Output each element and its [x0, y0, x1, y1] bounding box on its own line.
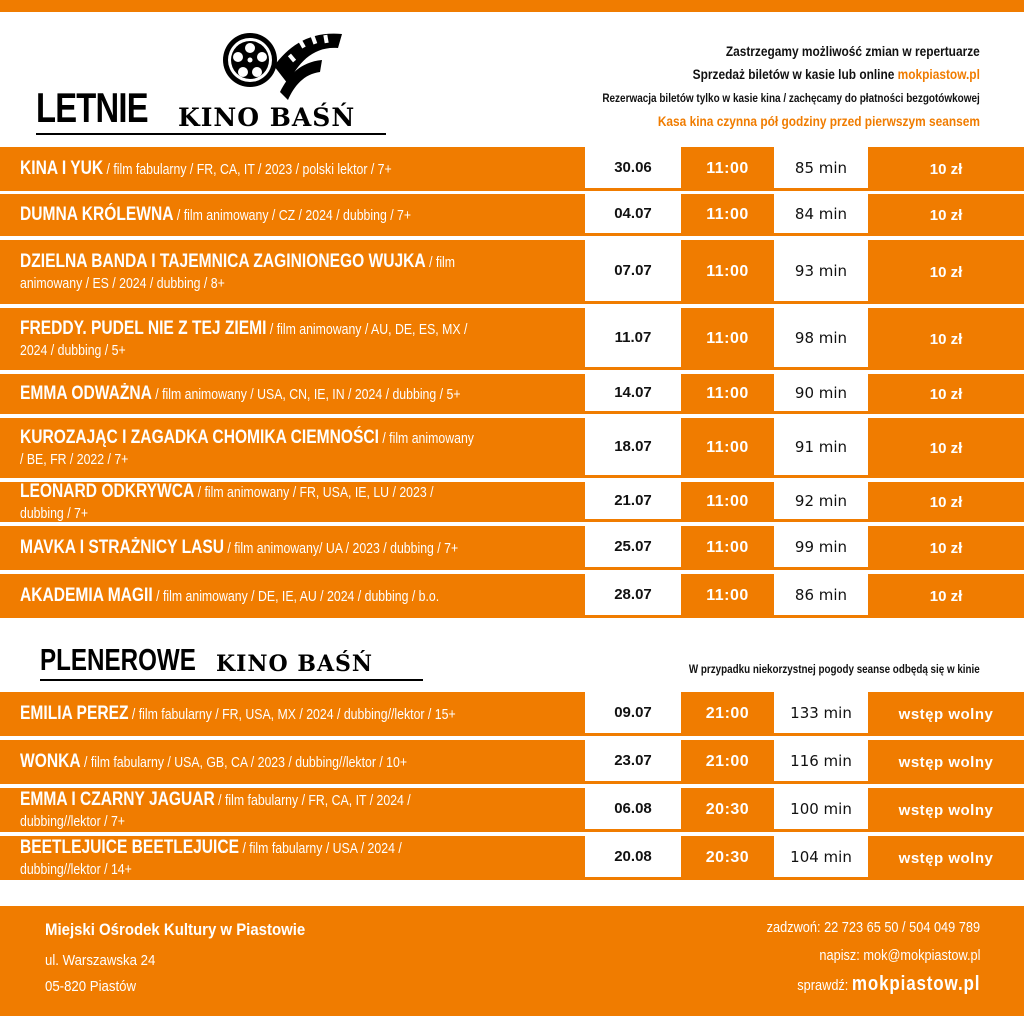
- film-duration: 91 min: [774, 418, 868, 478]
- film-name: BEETLEJUICE BEETLEJUICE: [20, 836, 240, 858]
- film-duration: 98 min: [774, 308, 868, 370]
- screening-time: 11:00: [681, 574, 774, 618]
- table-row: [0, 482, 1024, 522]
- film-details: / film fabularny / FR, USA, MX / 2024 / dubbing//lektor / 15+: [128, 706, 456, 723]
- screening-date: 18.07: [585, 418, 681, 478]
- film-details: / film fabularny / USA, GB, CA / 2023 / dubbing//lektor / 10+: [80, 754, 408, 771]
- ticket-price: 10 zł: [868, 240, 1024, 304]
- contact-website-label: sprawdź:: [796, 977, 852, 994]
- film-details: / film animowany / USA, CN, IE, IN / 2024 / dubbing / 5+: [151, 386, 461, 403]
- screening-time: 20:30: [681, 788, 774, 832]
- section-subtitle-kino-basn: KINO BAŚŃ: [216, 651, 374, 677]
- table-row: [0, 574, 1024, 618]
- weather-notice: W przypadku niekorzystnej pogody seanse odbędą się w kinie: [689, 662, 980, 676]
- screening-date: 04.07: [585, 194, 681, 236]
- ticket-price: wstęp wolny: [868, 692, 1024, 736]
- screening-date: 21.07: [585, 482, 681, 522]
- contact-email[interactable]: napisz: mok@mokpiastow.pl: [818, 947, 980, 964]
- ticket-price: 10 zł: [868, 194, 1024, 236]
- film-duration: 100 min: [774, 788, 868, 832]
- screening-date: 09.07: [585, 692, 681, 736]
- film-details: / film animowany/ UA / 2023 / dubbing / 7+: [223, 540, 459, 557]
- film-details: / film animowany / AU, DE, ES, MX / 2024 / dubbing / 5+: [20, 320, 468, 359]
- film-details: / film animowany / FR, USA, IE, LU / 2023 / dubbing / 7+: [20, 483, 434, 522]
- screening-time: 11:00: [681, 526, 774, 570]
- film-duration: 84 min: [774, 194, 868, 236]
- title-underline: [40, 679, 423, 681]
- film-name: EMMA I CZARNY JAGUAR: [20, 788, 215, 810]
- film-title-cell: [0, 240, 585, 304]
- film-details: / film fabularny / FR, CA, IT / 2024 / dubbing//lektor / 7+: [20, 791, 411, 830]
- notice-ticket-sales-text: Sprzedaż biletów w kasie lub online: [692, 66, 898, 82]
- ticket-price: wstęp wolny: [868, 788, 1024, 832]
- film-duration: 90 min: [774, 374, 868, 414]
- ticket-price: wstęp wolny: [868, 836, 1024, 880]
- film-title-cell: [0, 740, 585, 784]
- ticket-price: 10 zł: [868, 482, 1024, 522]
- film-name: KUROZAJĄC I ZAGADKA CHOMIKA CIEMNOŚCI: [20, 426, 379, 448]
- screening-date: 30.06: [585, 147, 681, 191]
- film-details: / film animowany / CZ / 2024 / dubbing / 7+: [173, 207, 412, 224]
- film-name: MAVKA I STRAŻNICY LASU: [20, 537, 224, 558]
- film-duration: 86 min: [774, 574, 868, 618]
- film-details: / film fabularny / USA / 2024 / dubbing//lektor / 14+: [20, 839, 402, 878]
- film-name: DUMNA KRÓLEWNA: [20, 204, 174, 225]
- ticket-price: 10 zł: [868, 374, 1024, 414]
- screening-time: 11:00: [681, 147, 774, 191]
- screening-date: 23.07: [585, 740, 681, 784]
- film-name: AKADEMIA MAGII: [20, 585, 153, 606]
- film-details: / film animowany / BE, FR / 2022 / 7+: [20, 429, 474, 468]
- ticket-price: 10 zł: [868, 147, 1024, 191]
- footer: [0, 906, 1024, 1016]
- film-title-cell: [0, 788, 585, 832]
- film-title-cell: [0, 482, 585, 522]
- section-title-letnie: LETNIE: [36, 84, 148, 131]
- film-title-cell: [0, 526, 585, 570]
- film-details: / film fabularny / FR, CA, IT / 2023 / polski lektor / 7+: [103, 161, 392, 178]
- film-name: DZIELNA BANDA I TAJEMNICA ZAGINIONEGO WUJKA: [20, 250, 426, 272]
- contact-website[interactable]: [797, 973, 980, 996]
- film-name: EMILIA PEREZ: [20, 703, 129, 724]
- notice-ticket-sales: [693, 66, 980, 82]
- address-street: ul. Warszawska 24: [45, 952, 156, 969]
- ticket-price: 10 zł: [868, 308, 1024, 370]
- organization-name: Miejski Ośrodek Kultury w Piastowie: [45, 920, 306, 939]
- screening-time: 11:00: [681, 418, 774, 478]
- table-row: [0, 788, 1024, 832]
- screening-time: 11:00: [681, 374, 774, 414]
- table-row: [0, 194, 1024, 236]
- notice-box-office-hours: Kasa kina czynna pół godziny przed pierwszym seansem: [657, 113, 980, 129]
- film-details: / film animowany / DE, IE, AU / 2024 / dubbing / b.o.: [152, 588, 440, 605]
- film-title-cell: [0, 194, 585, 236]
- ticket-price: 10 zł: [868, 418, 1024, 478]
- film-title-cell: [0, 836, 585, 880]
- table-row: [0, 692, 1024, 736]
- film-duration: 104 min: [774, 836, 868, 880]
- table-row: [0, 740, 1024, 784]
- address-city: 05-820 Piastów: [45, 978, 136, 995]
- table-row: [0, 374, 1024, 414]
- table-row: [0, 147, 1024, 191]
- film-duration: 93 min: [774, 240, 868, 304]
- film-title-cell: [0, 374, 585, 414]
- film-name: FREDDY. PUDEL NIE Z TEJ ZIEMI: [20, 317, 267, 339]
- screening-time: 21:00: [681, 692, 774, 736]
- film-duration: 133 min: [774, 692, 868, 736]
- screening-time: 11:00: [681, 308, 774, 370]
- title-underline: [36, 133, 386, 135]
- film-title-cell: [0, 692, 585, 736]
- screening-time: 11:00: [681, 240, 774, 304]
- screening-date: 06.08: [585, 788, 681, 832]
- contact-website-link[interactable]: mokpiastow.pl: [851, 973, 980, 995]
- screening-time: 11:00: [681, 482, 774, 522]
- screening-time: 20:30: [681, 836, 774, 880]
- film-details: / film animowany / ES / 2024 / dubbing / 8+: [20, 253, 456, 292]
- notice-repertoire-changes: Zastrzegamy możliwość zmian w repertuarze: [726, 43, 980, 59]
- screening-date: 25.07: [585, 526, 681, 570]
- table-row: [0, 526, 1024, 570]
- film-name: KINA I YUK: [20, 158, 104, 179]
- contact-phone[interactable]: zadzwoń: 22 723 65 50 / 504 049 789: [766, 919, 980, 936]
- film-title-cell: [0, 574, 585, 618]
- film-duration: 92 min: [774, 482, 868, 522]
- film-name: LEONARD ODKRYWCA: [20, 480, 195, 502]
- film-duration: 99 min: [774, 526, 868, 570]
- ticket-price: wstęp wolny: [868, 740, 1024, 784]
- section-subtitle-kino-basn: KINO BAŚŃ: [178, 103, 356, 132]
- table-row: [0, 418, 1024, 478]
- film-title-cell: [0, 418, 585, 478]
- notice-reservation: Rezerwacja biletów tylko w kasie kina / zachęcamy do płatności bezgotówkowej: [602, 91, 980, 105]
- section-title-plenerowe: PLENEROWE: [40, 642, 196, 677]
- screening-date: 11.07: [585, 308, 681, 370]
- film-title-cell: [0, 308, 585, 370]
- screening-time: 11:00: [681, 194, 774, 236]
- film-name: WONKA: [20, 751, 81, 772]
- screening-date: 07.07: [585, 240, 681, 304]
- film-name: EMMA ODWAŻNA: [20, 383, 152, 404]
- table-row: [0, 836, 1024, 880]
- film-reel-icon: [214, 26, 354, 106]
- film-duration: 85 min: [774, 147, 868, 191]
- screening-date: 28.07: [585, 574, 681, 618]
- screening-time: 21:00: [681, 740, 774, 784]
- top-accent-bar: [0, 0, 1024, 12]
- film-duration: 116 min: [774, 740, 868, 784]
- table-row: [0, 308, 1024, 370]
- screening-date: 20.08: [585, 836, 681, 880]
- table-row: [0, 240, 1024, 304]
- film-title-cell: [0, 147, 585, 191]
- notice-ticket-sales-link[interactable]: mokpiastow.pl: [897, 66, 980, 82]
- screening-date: 14.07: [585, 374, 681, 414]
- ticket-price: 10 zł: [868, 574, 1024, 618]
- ticket-price: 10 zł: [868, 526, 1024, 570]
